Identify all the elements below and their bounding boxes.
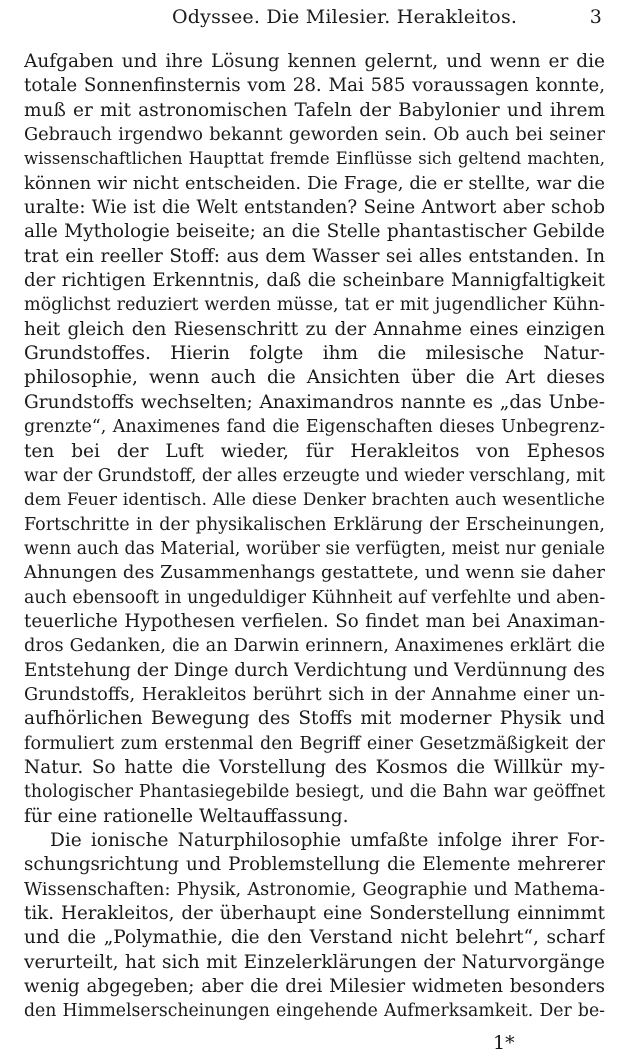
text-line: formuliert zum erstenmal den Begriff einer Gesetzmäßigkeit der <box>24 733 605 754</box>
text-line: verurteilt, hat sich mit Einzelerklärungen der Naturvorgänge <box>24 951 605 973</box>
text-line: heit gleich den Riesenschritt zu der Annahme eines einzigen <box>24 318 605 340</box>
text-line: Wissenschaften: Physik, Astronomie, Geographie und Mathema- <box>24 879 605 900</box>
text-line: wenig abgegeben; aber die drei Milesier widmeten besonders <box>24 976 605 998</box>
text-line: wissenschaftlichen Haupttat fremde Einflüsse sich geltend machten, <box>24 149 605 169</box>
text-line: schungsrichtung und Problemstellung die Elemente mehrerer <box>24 854 605 876</box>
text-line: Natur. So hatte die Vorstellung des Kosmos die Willkür my- <box>24 756 605 778</box>
text-line: Ahnungen des Zusammenhangs gestattete, und wenn sie daher <box>24 562 605 584</box>
paragraph-end-line: für eine rationelle Weltauffassung. <box>24 805 349 827</box>
text-line: und die „Polymathie, die den Verstand nicht belehrt“, scharf <box>24 927 605 949</box>
text-line: Fortschritte in der physikalischen Erklärung der Erscheinungen, <box>24 514 605 535</box>
text-line: grenzte“, Anaximenes fand die Eigenschaften dieses Unbegrenz- <box>24 417 605 438</box>
page-number: 3 <box>589 6 602 28</box>
text-line: philosophie, wenn auch die Ansichten über die Art dieses <box>24 367 605 389</box>
text-line: Gebrauch irgendwo bekannt geworden sein. Ob auch bei seiner <box>24 125 605 146</box>
text-line: möglichst reduziert werden müsse, tat er mit jugendlicher Kühn- <box>24 295 605 316</box>
text-line: der richtigen Erkenntnis, daß die scheinbare Mannigfaltigkeit <box>24 270 605 292</box>
text-line: alle Mythologie beiseite; an die Stelle phantastischer Gebilde <box>24 221 605 243</box>
text-line: uralte: Wie ist die Welt entstanden? Seine Antwort aber schob <box>24 197 605 219</box>
text-line: war der Grundstoff, der alles erzeugte und wieder verschlang, mit <box>24 465 605 486</box>
text-line: thologischer Phantasiegebilde besiegt, und die Bahn war geöffnet <box>24 782 605 803</box>
text-line: Grundstoffes. Hierin folgte ihm die milesische Natur- <box>24 343 605 365</box>
text-line: den Himmelserscheinungen eingehende Aufmerksamkeit. Der be- <box>24 1001 605 1022</box>
text-line: tik. Herakleitos, der überhaupt eine Sonderstellung einnimmt <box>24 903 605 925</box>
text-line: teuerliche Hypothesen verfielen. So findet man bei Anaximan- <box>24 610 605 632</box>
text-line: auch ebensooft in ungeduldiger Kühnheit auf verfehlte und aben- <box>24 587 605 608</box>
paragraph-start-line: Die ionische Naturphilosophie umfaßte infolge ihrer For- <box>50 830 605 851</box>
text-line: aufhörlichen Bewegung des Stoffs mit moderner Physik und <box>24 708 605 730</box>
text-line: dem Feuer identisch. Alle diese Denker brachten auch wesentliche <box>24 490 605 511</box>
text-line: totale Sonnenfinsternis vom 28. Mai 585 voraussagen konnte, <box>24 75 605 97</box>
body-text <box>24 50 605 1024</box>
page-header <box>22 6 604 32</box>
text-line: muß er mit astronomischen Tafeln der Babylonier und ihrem <box>24 99 605 121</box>
text-line: Aufgaben und ihre Lösung kennen gelernt, und wenn er die <box>24 51 605 72</box>
signature-mark: 1* <box>493 1032 515 1054</box>
text-line: dros Gedanken, die an Darwin erinnern, Anaximenes erklärt die <box>24 636 605 657</box>
text-line: ten bei der Luft wieder, für Herakleitos von Ephesos <box>24 440 605 462</box>
text-line: wenn auch das Material, worüber sie verfügten, meist nur geniale <box>24 538 605 559</box>
text-line: Grundstoffs, Herakleitos berührt sich in der Annahme einer un- <box>24 684 605 705</box>
text-line: können wir nicht entscheiden. Die Frage, die er stellte, war die <box>24 172 605 194</box>
text-line: trat ein reeller Stoff: aus dem Wasser sei alles entstanden. In <box>24 245 605 267</box>
text-line: Grundstoffs wechselten; Anaximandros nannte es „das Unbe- <box>24 391 605 413</box>
running-title: Odyssee. Die Milesier. Herakleitos. <box>172 6 518 28</box>
text-line: Entstehung der Dinge durch Verdichtung und Verdünnung des <box>24 659 605 681</box>
